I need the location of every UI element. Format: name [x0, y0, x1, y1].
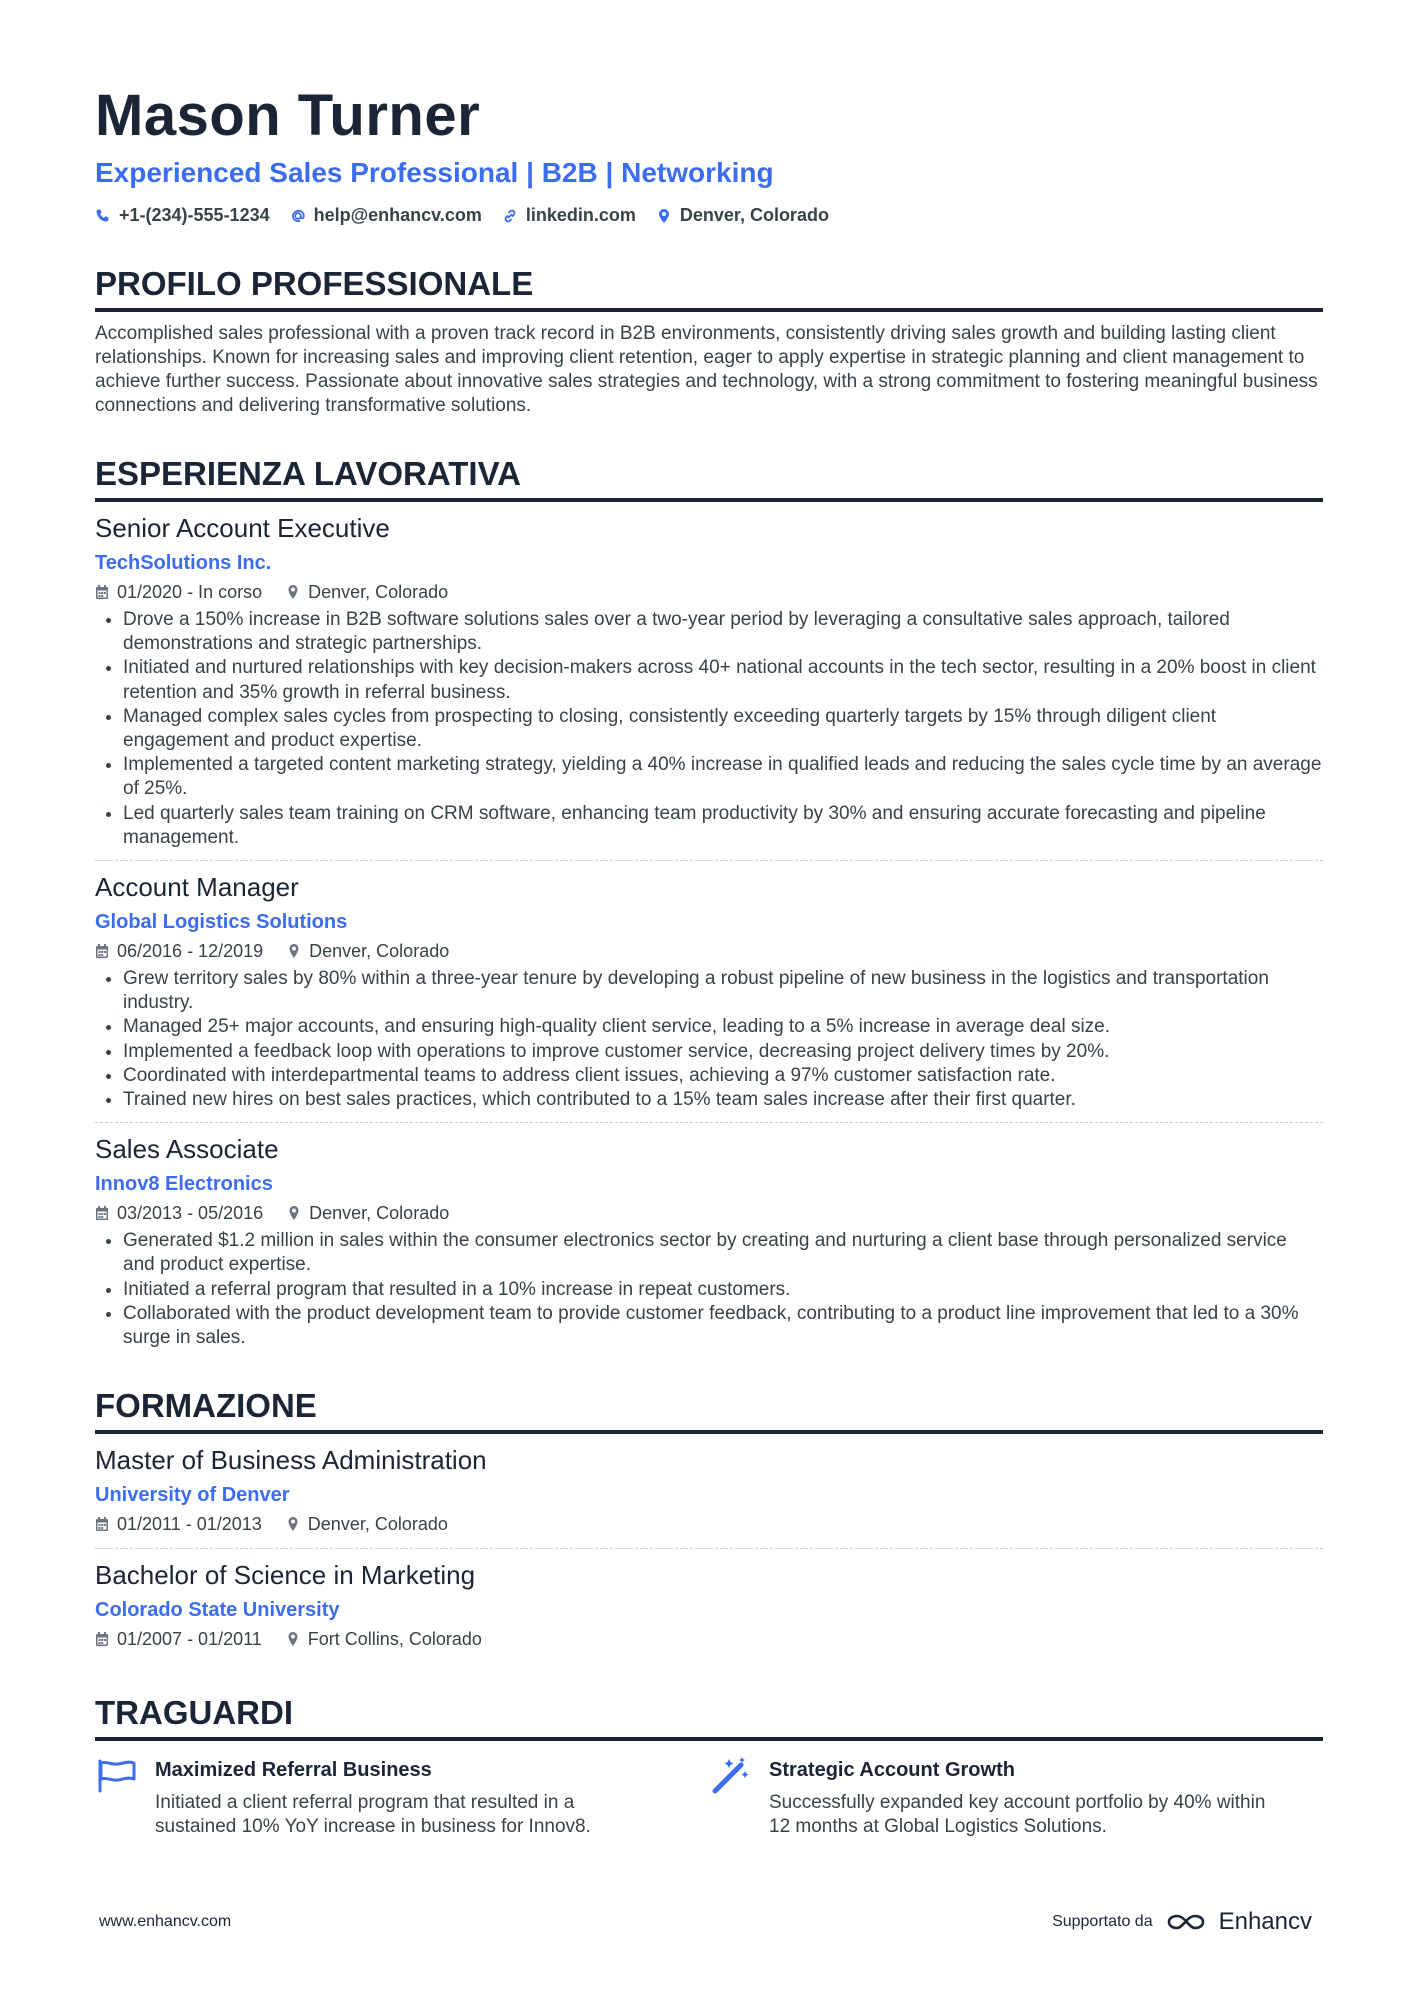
- location-pin-icon: [286, 1631, 300, 1647]
- calendar-icon: [95, 1516, 109, 1532]
- date-range: 01/2011 - 01/2013: [117, 1514, 262, 1535]
- bullet-item: • Coordinated with interdepartmental teams to address client issues, achieving a 97% customer satisfaction rate.: [123, 1064, 1323, 1088]
- achievement-item: [95, 1755, 709, 1839]
- experience-entry: [95, 502, 1323, 860]
- linkedin-text: linkedin.com: [525, 205, 636, 225]
- calendar-icon: [95, 943, 109, 959]
- education-entry: [95, 1434, 1323, 1548]
- school-location: Fort Collins, Colorado: [307, 1629, 482, 1650]
- contact-location: [656, 205, 829, 226]
- headline: Experienced Sales Professional | B2B | Networking: [95, 157, 774, 188]
- date-range: 06/2016 - 12/2019: [117, 941, 264, 962]
- bullet-item: • Collaborated with the product development team to provide customer feedback, contributing to a product line improvement that led to a 30% surge in sales.: [123, 1302, 1323, 1350]
- degree-title: Master of Business Administration: [95, 1445, 487, 1476]
- contact-linkedin[interactable]: [502, 205, 636, 226]
- contact-phone[interactable]: [95, 205, 270, 226]
- school-name: Colorado State University: [95, 1599, 340, 1622]
- entry-meta: [95, 1510, 1323, 1538]
- flag-icon: [95, 1755, 139, 1795]
- calendar-icon: [95, 1631, 109, 1647]
- entry-meta: [95, 1625, 1323, 1653]
- entry-meta: [95, 937, 1323, 965]
- date-range: 03/2013 - 05/2016: [117, 1203, 264, 1224]
- achievement-description: Initiated a client referral program that resulted in a sustained 10% YoY increase in business for Innov8.: [155, 1792, 591, 1838]
- experience-section: [95, 454, 1323, 1360]
- company-name: Global Logistics Solutions: [95, 911, 348, 934]
- candidate-name: Mason Turner: [95, 83, 481, 148]
- location-pin-icon: [656, 208, 672, 224]
- summary-section: [95, 264, 1323, 418]
- location-pin-icon: [287, 1205, 301, 1221]
- bullet-item: • Drove a 150% increase in B2B software solutions sales over a two-year period by leveraging a consultative sales approach, tailored demonstrations and strategic partnerships.: [123, 608, 1323, 656]
- bullet-item: • Led quarterly sales team training on CRM software, enhancing team productivity by 30% and ensuring accurate forecasting and pipeline management.: [123, 802, 1323, 850]
- job-title: Account Manager: [95, 872, 299, 903]
- bullet-item: • Trained new hires on best sales practices, which contributed to a 15% team sales increase after their first quarter.: [123, 1088, 1323, 1112]
- bullet-list: [95, 967, 1323, 1112]
- education-section: [95, 1386, 1323, 1663]
- company-name: TechSolutions Inc.: [95, 552, 272, 574]
- education-title: FORMAZIONE: [95, 1386, 1323, 1434]
- link-icon: [502, 208, 518, 224]
- job-title: Sales Associate: [95, 1134, 279, 1165]
- summary-title: PROFILO PROFESSIONALE: [95, 264, 1323, 312]
- location-text: Denver, Colorado: [679, 205, 829, 225]
- powered-by-label: Supportato da: [1052, 1913, 1153, 1930]
- date-range: 01/2020 - In corso: [117, 582, 263, 602]
- email-text: help@enhancv.com: [313, 205, 482, 225]
- school-name: University of Denver: [95, 1484, 290, 1507]
- infinity-logo-icon: [1165, 1910, 1211, 1934]
- achievement-description: Successfully expanded key account portfolio by 40% within 12 months at Global Logistics Solutions.: [769, 1792, 1266, 1838]
- brand-logo: [1165, 1908, 1312, 1936]
- bullet-item: • Initiated a referral program that resulted in a 10% increase in repeat customers.: [123, 1278, 1323, 1302]
- resume-page: [95, 82, 1323, 1839]
- experience-entry: [95, 1122, 1323, 1360]
- achievements-row: [95, 1755, 1323, 1839]
- contact-bar: [95, 205, 1323, 226]
- bullet-item: • Grew territory sales by 80% within a three-year tenure by developing a robust pipeline of new business in the logistics and transportation industry.: [123, 967, 1323, 1015]
- job-location: Denver, Colorado: [309, 1203, 450, 1224]
- magic-wand-icon: [709, 1755, 753, 1795]
- degree-title: Bachelor of Science in Marketing: [95, 1560, 476, 1591]
- job-location: Denver, Colorado: [309, 941, 450, 962]
- achievements-section: [95, 1693, 1323, 1839]
- footer-branding: [1052, 1908, 1312, 1936]
- bullet-list: [95, 608, 1323, 850]
- achievement-title: Strategic Account Growth: [769, 1759, 1015, 1782]
- brand-name: Enhancv: [1218, 1908, 1312, 1935]
- job-location: Denver, Colorado: [308, 582, 449, 602]
- at-icon: [290, 208, 306, 224]
- bullet-item: • Implemented a targeted content marketing strategy, yielding a 40% increase in qualified leads and reducing the sales cycle time by an average of 25%.: [123, 753, 1323, 801]
- bullet-item: • Implemented a feedback loop with operations to improve customer service, decreasing project delivery times by 20%.: [123, 1040, 1323, 1064]
- page-footer: [99, 1908, 1312, 1936]
- bullet-item: • Generated $1.2 million in sales within the consumer electronics sector by creating and nurturing a client base through personalized service and product expertise.: [123, 1229, 1323, 1277]
- achievements-title: TRAGUARDI: [95, 1693, 1323, 1741]
- calendar-icon: [95, 584, 109, 600]
- calendar-icon: [95, 1205, 109, 1221]
- achievement-item: [709, 1755, 1323, 1839]
- entry-meta: [95, 578, 1323, 606]
- location-pin-icon: [286, 584, 300, 600]
- contact-email[interactable]: [290, 205, 482, 226]
- phone-text: +1-(234)-555-1234: [119, 205, 270, 225]
- school-location: Denver, Colorado: [307, 1514, 448, 1535]
- achievement-title: Maximized Referral Business: [155, 1759, 432, 1782]
- company-name: Innov8 Electronics: [95, 1173, 273, 1196]
- bullet-item: • Managed 25+ major accounts, and ensuring high-quality client service, leading to a 5% increase in average deal size.: [123, 1015, 1323, 1039]
- location-pin-icon: [287, 943, 301, 959]
- entry-meta: [95, 1199, 1323, 1227]
- bullet-item: • Initiated and nurtured relationships with key decision-makers across 40+ national accounts in the tech sector, resulting in a 20% boost in client retention and 35% growth in referral business.: [123, 656, 1323, 704]
- bullet-list: [95, 1229, 1323, 1350]
- location-pin-icon: [286, 1516, 300, 1532]
- job-title: Senior Account Executive: [95, 513, 390, 543]
- bullet-item: • Managed complex sales cycles from prospecting to closing, consistently exceeding quarterly targets by 15% through diligent client engagement and product expertise.: [123, 705, 1323, 753]
- experience-entry: [95, 860, 1323, 1122]
- phone-icon: [95, 208, 111, 224]
- experience-title: ESPERIENZA LAVORATIVA: [95, 454, 1323, 502]
- footer-website[interactable]: www.enhancv.com: [99, 1913, 232, 1930]
- date-range: 01/2007 - 01/2011: [117, 1629, 262, 1650]
- summary-text: Accomplished sales professional with a proven track record in B2B environments, consistently driving sales growth and building lasting client relationships. Known for increasing sales and improving client retention, eager to apply expertise in strategic planning and client management to achieve further success. Passionate about innovative sales strategies and technology, with a strong commitment to fostering meaningful business connections and delivering transformative solutions.: [95, 323, 1318, 416]
- education-entry: [95, 1548, 1323, 1663]
